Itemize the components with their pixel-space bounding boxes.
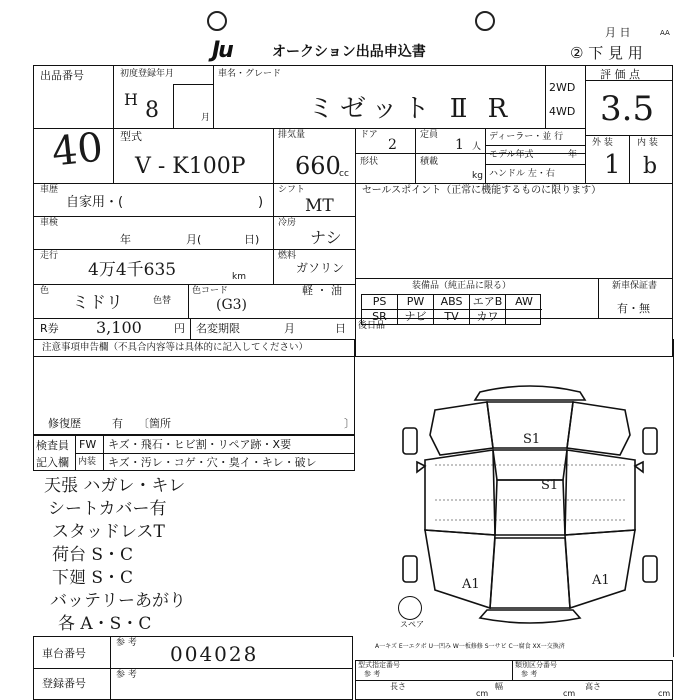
interior-items: キズ・汚レ・コゲ・穴・臭イ・キレ・破レ bbox=[108, 456, 317, 469]
mileage-value: 4万4千635 bbox=[88, 260, 177, 280]
load-unit: kg bbox=[472, 171, 483, 181]
reg-number-ref: 参 考 bbox=[116, 670, 137, 680]
model-value: V - K100P bbox=[135, 154, 246, 179]
inspector-label-1: 検査員 bbox=[36, 439, 69, 452]
handwritten-note: シートカバー有 bbox=[48, 499, 167, 519]
drive-4wd: 4WD bbox=[549, 105, 576, 118]
damage-mark: A1 bbox=[462, 577, 480, 592]
length-unit: cm bbox=[476, 689, 489, 698]
registration-era: H bbox=[124, 90, 138, 109]
equipment-label: 装備品（純正品に限る） bbox=[412, 281, 512, 291]
ju-logo: Ju bbox=[212, 38, 232, 63]
handwritten-note: 天張 ハガレ・キレ bbox=[44, 476, 186, 496]
model-year-label: モデル年式 bbox=[489, 150, 534, 160]
cargo-bed-outline bbox=[490, 538, 570, 608]
damage-mark: S1 bbox=[523, 432, 541, 447]
right-front-panel bbox=[567, 402, 630, 455]
model-label: 型式 bbox=[120, 130, 142, 143]
damage-mark: A1 bbox=[592, 573, 610, 588]
car-name-value: ミゼット Ⅱ R bbox=[308, 94, 514, 124]
fw-label: FW bbox=[79, 438, 97, 451]
registration-label: 初度登録年月 bbox=[120, 69, 175, 79]
cat-spec-ref: 参 考 bbox=[521, 670, 538, 678]
inspection-year: 年 bbox=[120, 233, 131, 246]
rear-seat-label: 後日品 bbox=[358, 321, 386, 331]
rating-value: 3.5 bbox=[600, 89, 655, 129]
handwritten-note: 荷台 S・C bbox=[52, 545, 134, 565]
month-day: 月 日 bbox=[605, 26, 631, 39]
punch-hole bbox=[207, 11, 227, 31]
mirror-right bbox=[635, 462, 643, 472]
rear-bumper-outline bbox=[480, 610, 580, 623]
wheel-front-left bbox=[403, 428, 417, 454]
width-label: 幅 bbox=[495, 682, 503, 691]
fuel-value: ガソリン bbox=[296, 261, 345, 275]
equipment-item: PS bbox=[362, 295, 398, 310]
lot-label: 出品番号 bbox=[40, 69, 84, 82]
handle-label: ハンドル 左・右 bbox=[489, 169, 555, 179]
int-label: 内 装 bbox=[637, 138, 658, 148]
displacement-unit: cc bbox=[339, 169, 349, 179]
height-label: 高さ bbox=[585, 682, 601, 691]
color-label: 色 bbox=[40, 286, 50, 296]
repaint-label: 色替 bbox=[153, 296, 172, 306]
shift-value: MT bbox=[305, 196, 334, 216]
damage-mark: S1 bbox=[541, 478, 559, 493]
displacement-label: 排気量 bbox=[278, 130, 306, 140]
copy-label: ② 下 見 用 bbox=[570, 44, 643, 62]
notes-frame bbox=[33, 339, 355, 435]
wheel-rear-right bbox=[643, 556, 657, 582]
rating-label: 評 価 点 bbox=[600, 68, 640, 81]
width-unit: cm bbox=[563, 689, 576, 698]
repair-label: 修復歴 bbox=[48, 417, 81, 430]
name-change-month: 月 bbox=[284, 322, 295, 335]
capacity-unit: 人 bbox=[472, 142, 482, 152]
chassis-value: 004028 bbox=[170, 642, 259, 666]
equipment-grid bbox=[361, 294, 541, 325]
fw-items: キズ・飛石・ヒビ割・リペア跡・X要 bbox=[108, 438, 292, 451]
cooling-value: ナシ bbox=[310, 228, 342, 247]
repair-close: 〕 bbox=[344, 417, 355, 430]
model-year-unit: 年 bbox=[568, 150, 578, 160]
handwritten-note: バッテリーあがり bbox=[50, 591, 186, 611]
equipment-item: TV bbox=[434, 310, 470, 325]
inspector-label-2: 記入欄 bbox=[36, 456, 69, 469]
equipment-item: SR bbox=[362, 310, 398, 325]
wheel-rear-left bbox=[403, 556, 417, 582]
car-name-label: 車名・グレード bbox=[218, 69, 282, 79]
left-door-outline bbox=[425, 450, 495, 535]
wheel-front-right bbox=[643, 428, 657, 454]
mirror-left bbox=[417, 462, 425, 472]
lot-value: 40 bbox=[49, 124, 106, 176]
drive-2wd: 2WD bbox=[549, 81, 576, 94]
ext-label: 外 装 bbox=[592, 138, 613, 148]
mileage-label: 走行 bbox=[40, 251, 59, 261]
notes-label: 注意事項申告欄（不具合内容等は具体的に記入してください） bbox=[42, 342, 309, 353]
color-code-value: (G3) bbox=[216, 297, 248, 313]
punch-hole bbox=[475, 11, 495, 31]
fuel-light-oil: 軽 ・ 油 bbox=[302, 284, 342, 297]
registration-month-unit: 月 bbox=[201, 113, 211, 123]
repair-place: 〔箇所 bbox=[138, 417, 171, 430]
handwritten-note: スタッドレスT bbox=[52, 522, 165, 542]
chassis-ref: 参 考 bbox=[116, 638, 137, 648]
equipment-item: PW bbox=[398, 295, 434, 310]
inspection-month: 月( bbox=[186, 233, 202, 246]
capacity-value: 1 bbox=[455, 137, 464, 153]
damage-legend: A一キズ E一エクボ U一凹み W一板修修 S一サビ C一腐食 XX一交換済 bbox=[375, 643, 565, 650]
height-unit: cm bbox=[658, 689, 671, 698]
recycle-label: R券 bbox=[40, 322, 59, 335]
handwritten-note: 各 A・S・C bbox=[58, 614, 152, 634]
handwritten-note: 下廻 S・C bbox=[52, 568, 134, 588]
equipment-item: エアB bbox=[470, 295, 506, 310]
form-title: オークション出品申込書 bbox=[272, 44, 426, 60]
color-code-label: 色コード bbox=[192, 286, 229, 296]
load-label: 積載 bbox=[420, 157, 439, 167]
reg-number-label: 登録番号 bbox=[42, 677, 86, 690]
warranty-label: 新車保証書 bbox=[612, 281, 658, 291]
name-change-day: 日 bbox=[335, 322, 346, 335]
spare-label: スペア bbox=[400, 620, 424, 629]
capacity-label: 定員 bbox=[420, 130, 439, 140]
left-front-panel bbox=[430, 402, 493, 455]
equipment-item bbox=[506, 310, 542, 325]
mileage-unit: km bbox=[232, 272, 246, 282]
doors-value: 2 bbox=[388, 137, 397, 153]
history-value: 自家用・( bbox=[66, 195, 124, 210]
equipment-item: ナビ bbox=[398, 310, 434, 325]
registration-year: 8 bbox=[145, 98, 159, 123]
length-label: 長さ bbox=[390, 682, 406, 691]
displacement-value: 660 bbox=[295, 152, 341, 180]
interior-label: 内装 bbox=[78, 457, 97, 467]
shift-label: シフト bbox=[278, 185, 306, 195]
warranty-value: 有・無 bbox=[617, 302, 650, 315]
fuel-label: 燃料 bbox=[278, 251, 297, 261]
right-door-outline bbox=[565, 450, 635, 535]
cooling-label: 冷房 bbox=[278, 218, 297, 228]
doors-label: ドア bbox=[360, 130, 378, 140]
repair-value: 有 bbox=[112, 417, 123, 430]
left-rear-panel bbox=[425, 530, 495, 608]
front-bumper-outline bbox=[475, 386, 585, 400]
equipment-item: ABS bbox=[434, 295, 470, 310]
color-value: ミドリ bbox=[72, 293, 123, 313]
shape-label: 形状 bbox=[360, 157, 379, 167]
cat-spec-label: 類別区分番号 bbox=[515, 661, 557, 669]
ext-value: 1 bbox=[604, 150, 621, 180]
history-close: ) bbox=[258, 195, 264, 210]
name-change-label: 名変期限 bbox=[196, 322, 240, 335]
aa-label: AA bbox=[660, 29, 670, 37]
spare-tire-icon bbox=[398, 596, 422, 620]
type-spec-ref: 参 考 bbox=[364, 670, 381, 678]
sales-point-label: セールスポイント（正常に機能するものに限ります） bbox=[362, 185, 602, 196]
equipment-item: AW bbox=[506, 295, 542, 310]
type-spec-label: 型式指定番号 bbox=[358, 661, 400, 669]
right-rear-panel bbox=[565, 530, 635, 608]
equipment-item: カワ bbox=[470, 310, 506, 325]
inspection-label: 車検 bbox=[40, 218, 59, 228]
car-damage-diagram bbox=[395, 380, 665, 628]
chassis-label: 車台番号 bbox=[42, 647, 86, 660]
int-value: b bbox=[643, 154, 658, 179]
recycle-value: 3,100 bbox=[96, 318, 142, 337]
history-label: 車歴 bbox=[40, 185, 59, 195]
dealer-label: ディーラー・並 行 bbox=[489, 132, 564, 142]
recycle-unit: 円 bbox=[174, 322, 185, 335]
inspection-day: 日) bbox=[244, 233, 260, 246]
